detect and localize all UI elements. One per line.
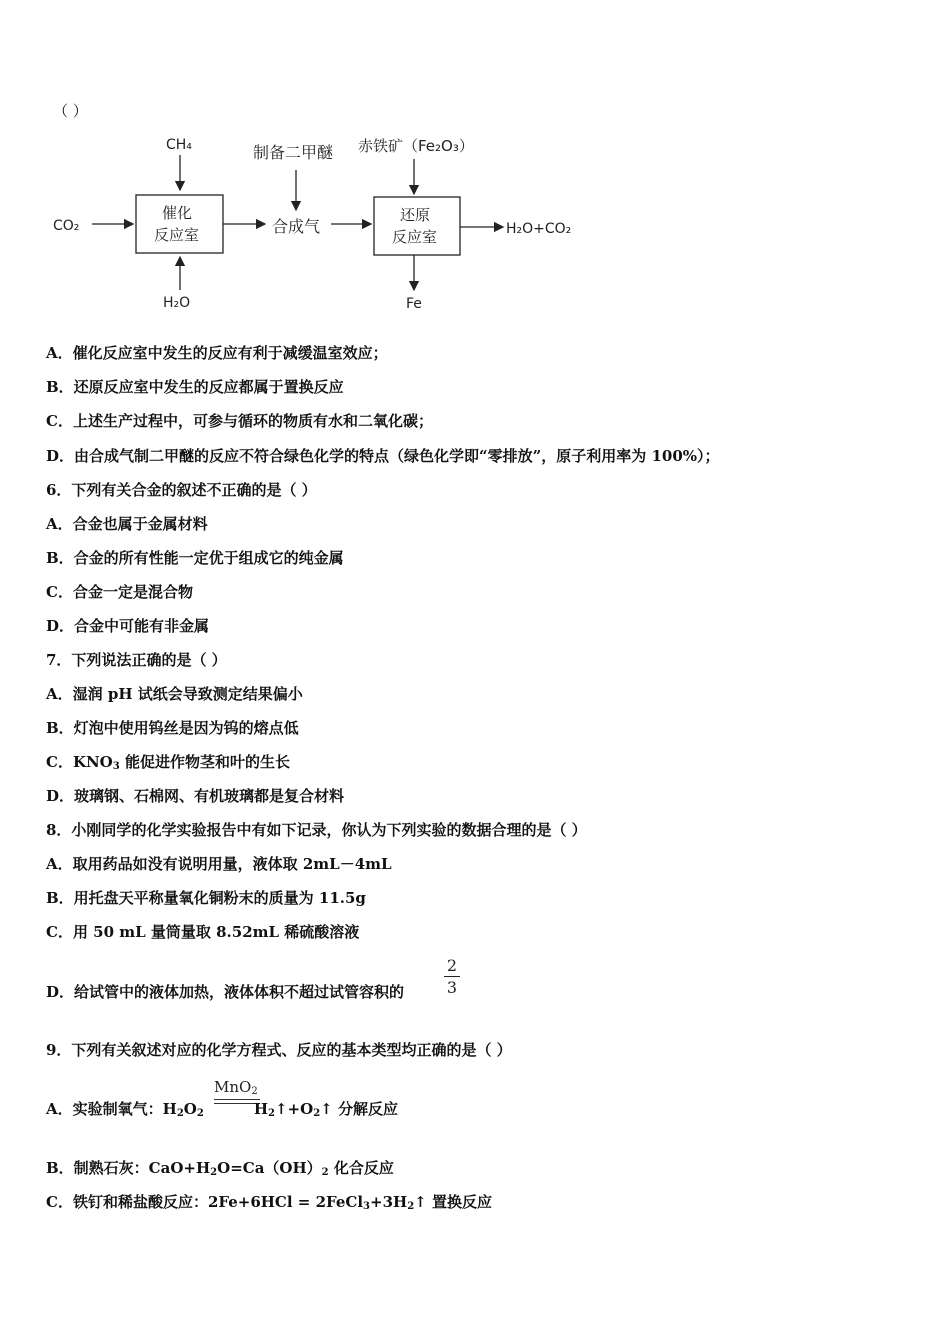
q7-option-a: A．湿润 pH 试纸会导致测定结果偏小 bbox=[46, 685, 303, 703]
q8-option-d: D．给试管中的液体加热，液体体积不超过试管容积的 bbox=[46, 983, 405, 1001]
q8-option-a: A．取用药品如没有说明用量，液体取 2mL－4mL bbox=[46, 855, 392, 873]
hematite-label: 赤铁矿（Fe₂O₃） bbox=[358, 137, 474, 155]
q9-option-b: B．制熟石灰：$CaO+H_2O=Ca(OH)_2$ 化合反应 bbox=[46, 1159, 394, 1178]
catalyst-label: MnO$_2$ bbox=[214, 1078, 258, 1097]
q7-stem: 7．下列说法正确的是（ ） bbox=[46, 651, 227, 669]
q6-option-d: D．合金中可能有非金属 bbox=[46, 617, 210, 635]
q8-option-b: B．用托盘天平称量氧化铜粉末的质量为 11.5g bbox=[46, 889, 366, 907]
fraction-denominator: 3 bbox=[446, 978, 458, 997]
ch4-label: CH₄ bbox=[166, 137, 192, 153]
co2-input-label: CO₂ bbox=[53, 218, 80, 234]
q7-option-b: B．灯泡中使用钨丝是因为钨的熔点低 bbox=[46, 719, 299, 737]
q6-option-a: A．合金也属于金属材料 bbox=[46, 515, 208, 533]
products-label: H₂O+CO₂ bbox=[506, 221, 572, 237]
q9-option-c: C．铁钉和稀盐酸反应：$2Fe+6HCl = 2FeCl_3+3H_2↑$ 置换反应 bbox=[46, 1193, 492, 1212]
fe-output-label: Fe bbox=[406, 296, 422, 312]
syngas-label: 合成气 bbox=[272, 217, 321, 236]
q9-stem: 9．下列有关叙述对应的化学方程式、反应的基本类型均正确的是（ ） bbox=[46, 1041, 512, 1059]
question-blank: （ ） bbox=[53, 102, 88, 120]
fraction-two-thirds bbox=[444, 956, 460, 997]
h2o-input-label: H₂O bbox=[163, 295, 191, 311]
q7-option-d: D．玻璃钢、石棉网、有机玻璃都是复合材料 bbox=[46, 787, 345, 805]
reduction-reactor-label: 还原 bbox=[400, 206, 431, 224]
process-diagram bbox=[0, 0, 950, 330]
q6-option-b: B．合金的所有性能一定优于组成它的纯金属 bbox=[46, 549, 344, 567]
q6-stem: 6．下列有关合金的叙述不正确的是（ ） bbox=[46, 481, 317, 499]
dme-label: 制备二甲醚 bbox=[253, 143, 334, 162]
q5-option-d: D．由合成气制二甲醚的反应不符合绿色化学的特点（绿色化学即“零排放”，原子利用率为 100%）； bbox=[46, 447, 720, 465]
q6-option-c: C．合金一定是混合物 bbox=[46, 583, 193, 601]
q5-option-c: C．上述生产过程中，可参与循环的物质有水和二氧化碳； bbox=[46, 412, 433, 430]
q8-stem: 8．小刚同学的化学实验报告中有如下记录，你认为下列实验的数据合理的是（ ） bbox=[46, 821, 587, 839]
catalytic-reactor-label-2: 反应室 bbox=[154, 226, 200, 244]
fraction-numerator: 2 bbox=[446, 956, 458, 975]
reduction-reactor-label-2: 反应室 bbox=[392, 228, 438, 246]
q5-option-b: B．还原反应室中发生的反应都属于置换反应 bbox=[46, 378, 344, 396]
q5-option-a: A．催化反应室中发生的反应有利于减缓温室效应； bbox=[46, 344, 388, 362]
catalytic-reactor-label: 催化 bbox=[162, 204, 193, 222]
q7-option-c: C．$KNO_3$ 能促进作物茎和叶的生长 bbox=[46, 753, 290, 772]
q9-option-a: A．实验制氧气：$H_2O_2$ $H_2↑+O_2↑$ 分解反应 bbox=[46, 1100, 398, 1119]
q8-option-c: C．用 50 mL 量筒量取 8.52mL 稀硫酸溶液 bbox=[46, 923, 360, 941]
